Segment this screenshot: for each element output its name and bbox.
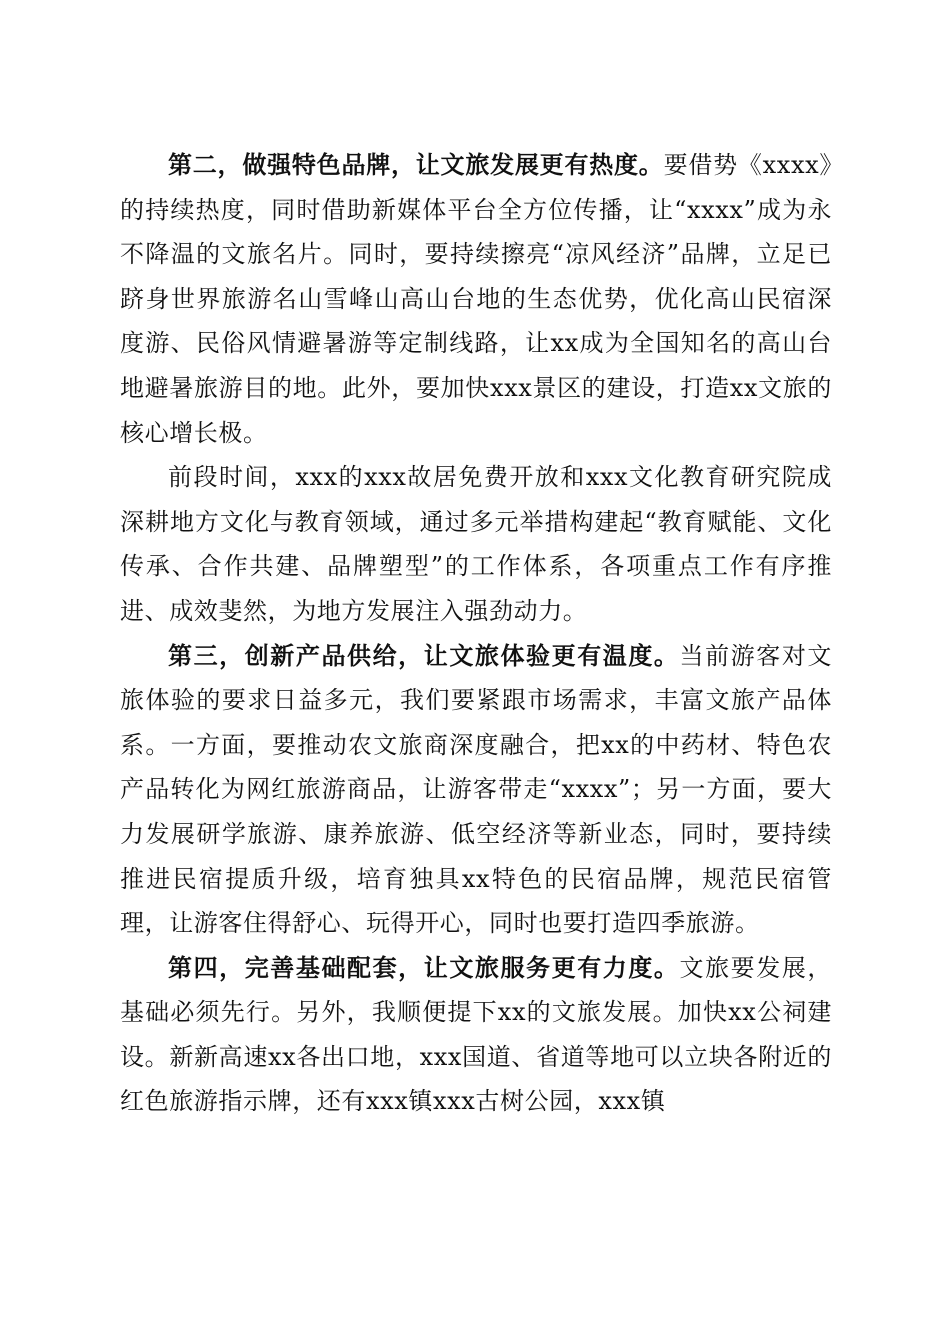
paragraph-culture (120, 455, 832, 633)
paragraph-heading: 第四，完善基础配套，让文旅服务更有力度。 (168, 952, 680, 982)
paragraph-heading: 第三，创新产品供给，让文旅体验更有温度。 (168, 640, 680, 670)
paragraph-brand (120, 143, 832, 455)
paragraph-text: 当前游客对文旅体验的要求日益多元，我们要紧跟市场需求，丰富文旅产品体系。一方面，要推动农文旅商深度融合，把xx的中药材、特色农产品转化为网红旅游商品，让游客带走“xxxx”；另一方面，要大力发展研学旅游、康养旅游、低空经济等新业态，同时，要持续推进民宿提质升级，培育独具xx特色的民宿品牌，规范民宿管理，让游客住得舒心、玩得开心，同时也要打造四季旅游。 (120, 641, 832, 938)
paragraph-text: 文旅要发展，基础必须先行。另外，我顺便提下xx的文旅发展。加快xx公祠建设。新新高速xx各出口地，xxx国道、省道等地可以立块各附近的红色旅游指示牌，还有xxx镇xxx古树公园，xxx镇 (120, 953, 832, 1116)
paragraph-infrastructure (120, 946, 832, 1124)
paragraph-text: 前段时间，xxx的xxx故居免费开放和xxx文化教育研究院成深耕地方文化与教育领域，通过多元举措构建起“教育赋能、文化传承、合作共建、品牌塑型”的工作体系，各项重点工作有序推进、成效斐然，为地方发展注入强劲动力。 (120, 463, 832, 625)
paragraph-products (120, 634, 832, 946)
paragraph-heading: 第二，做强特色品牌，让文旅发展更有热度。 (168, 150, 664, 179)
paragraph-text: 要借势《xxxx》的持续热度，同时借助新媒体平台全方位传播，让“xxxx”成为永不降温的文旅名片。同时，要持续擦亮“凉风经济”品牌，立足已跻身世界旅游名山雪峰山高山台地的生态优势，优化高山民宿深度游、民俗风情避暑游等定制线路，让xx成为全国知名的高山台地避暑旅游目的地。此外，要加快xxx景区的建设，打造xx文旅的核心增长极。 (120, 151, 832, 447)
document-body (120, 143, 832, 1124)
